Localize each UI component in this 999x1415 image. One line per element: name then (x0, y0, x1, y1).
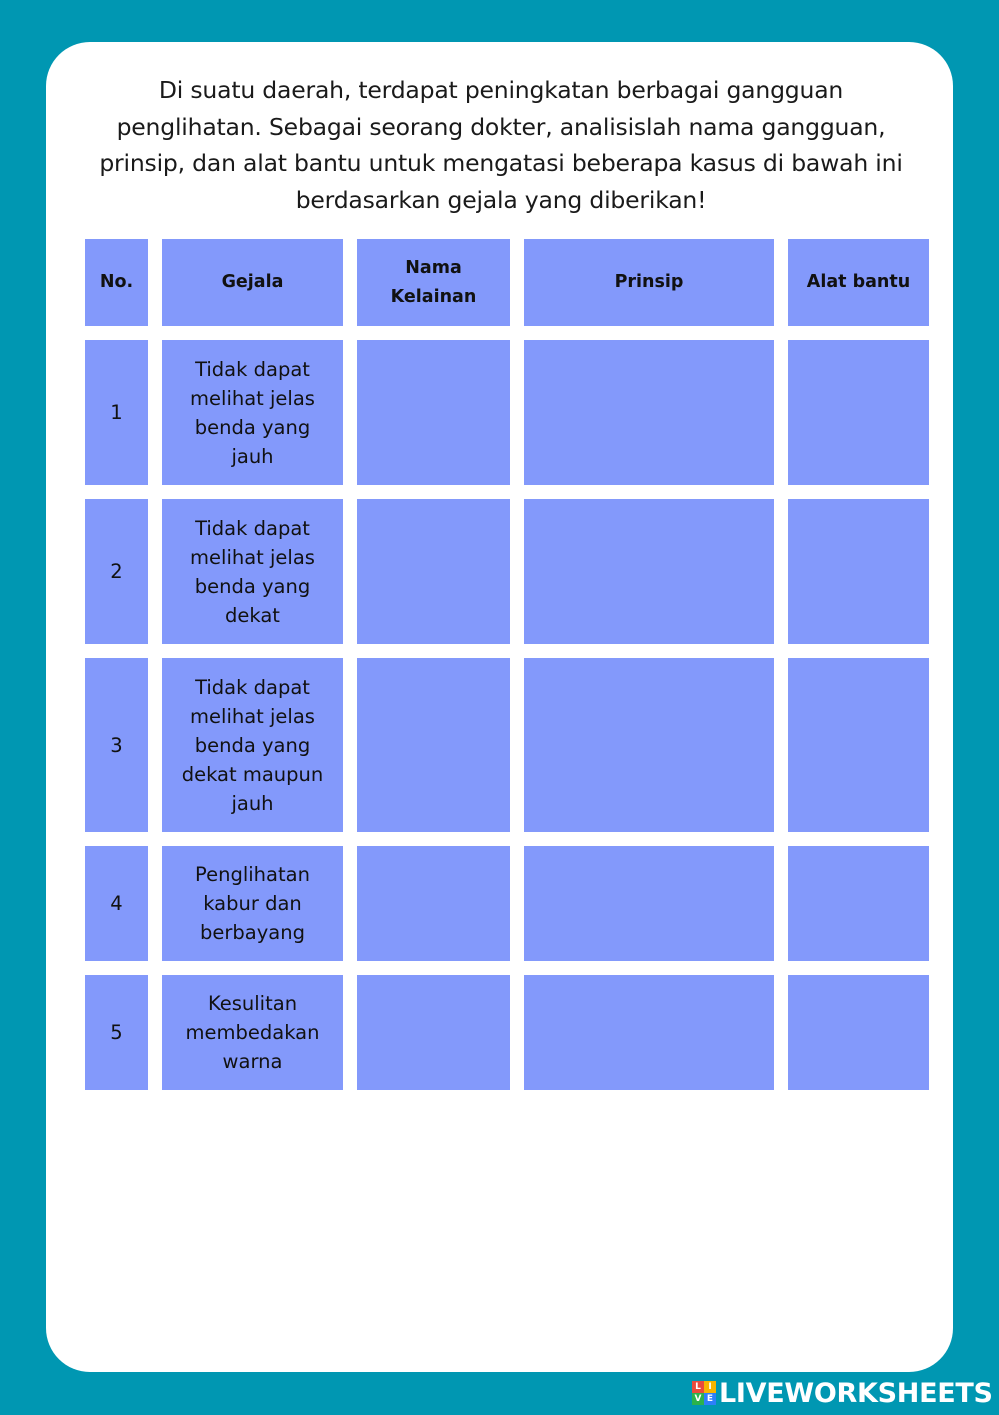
row-4-nama-kelainan-answer[interactable] (357, 846, 510, 961)
row-5-gejala: Kesulitan membedakan warna (162, 975, 343, 1090)
logo-letter: I (704, 1381, 716, 1393)
row-4-alat-bantu-answer[interactable] (788, 846, 929, 961)
row-5-nama-kelainan-answer[interactable] (357, 975, 510, 1090)
row-2-alat-bantu-answer[interactable] (788, 499, 929, 644)
row-1-nama-kelainan-answer[interactable] (357, 340, 510, 485)
row-1-gejala: Tidak dapat melihat jelas benda yang jauh (162, 340, 343, 485)
row-5-alat-bantu-answer[interactable] (788, 975, 929, 1090)
row-2-gejala: Tidak dapat melihat jelas benda yang dekat (162, 499, 343, 644)
row-5-number: 5 (85, 975, 148, 1090)
logo-letter: L (692, 1381, 704, 1393)
row-3-alat-bantu-answer[interactable] (788, 658, 929, 832)
header-alat-bantu: Alat bantu (788, 239, 929, 326)
row-3-gejala: Tidak dapat melihat jelas benda yang dekat maupun jauh (162, 658, 343, 832)
row-3-prinsip-answer[interactable] (524, 658, 774, 832)
row-3-number: 3 (85, 658, 148, 832)
header-gejala: Gejala (162, 239, 343, 326)
row-4-gejala: Penglihatan kabur dan berbayang (162, 846, 343, 961)
row-1-alat-bantu-answer[interactable] (788, 340, 929, 485)
row-2-prinsip-answer[interactable] (524, 499, 774, 644)
logo-letter: E (704, 1393, 716, 1405)
header-prinsip: Prinsip (524, 239, 774, 326)
row-2-nama-kelainan-answer[interactable] (357, 499, 510, 644)
row-4-prinsip-answer[interactable] (524, 846, 774, 961)
row-1-prinsip-answer[interactable] (524, 340, 774, 485)
row-3-nama-kelainan-answer[interactable] (357, 658, 510, 832)
header-no: No. (85, 239, 148, 326)
header-nama-kelainan: Nama Kelainan (357, 239, 510, 326)
instruction-text: Di suatu daerah, terdapat peningkatan berbagai gangguan penglihatan. Sebagai seorang dokter, analisislah nama gangguan, prinsip, dan alat bantu untuk mengatasi beberapa kasus di bawah ini berdasarkan gejala yang diberikan! (99, 76, 903, 214)
liveworksheets-logo (692, 1377, 993, 1409)
row-5-prinsip-answer[interactable] (524, 975, 774, 1090)
row-1-number: 1 (85, 340, 148, 485)
row-4-number: 4 (85, 846, 148, 961)
logo-letter: V (692, 1393, 704, 1405)
brand-name: LIVEWORKSHEETS (719, 1377, 993, 1409)
live-logo-icon (692, 1381, 716, 1405)
row-2-number: 2 (85, 499, 148, 644)
